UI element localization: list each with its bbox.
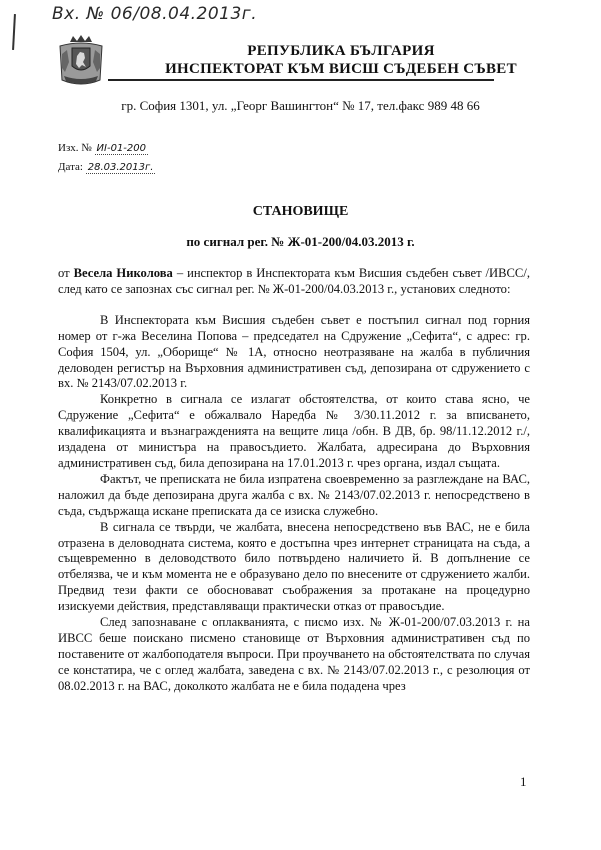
intro-prefix: от [58,266,74,280]
author-name: Весела Николова [73,266,173,280]
document-subtitle: по сигнал рег. № Ж-01-200/04.03.2013 г. [186,234,415,249]
outgoing-number-label: Изх. № [58,142,92,154]
institution-address: гр. София 1301, ул. „Георг Вашингтон“ № 17, тел.факс 989 48 66 [121,98,480,113]
body-paragraph: Конкретно в сигнала се излагат обстоятелства, от които става ясно, че Сдружение „Сефита“ е обжалвало Наредба № 3/30.11.2012 г. за вписването, квалификацията и възнагражденията на вещите лица /обн. В ДВ, бр. 98/11.12.2012 г./, издадена от министъра на правосъдието. Жалбата, адресирана до Върховния административен съд, била депозирана на 17.01.2013 г. чрез органа, издал същата. [58,392,530,470]
page-number: 1 [520,774,527,789]
body-paragraph: Фактът, че преписката не била изпратена своевременно за разглеждане на ВАС, наложил да бъде депозирана друга жалба с вх. № 2143/07.02.2013 г. непосредствено в съда, съдържаща искане преписката да се изиска служебно. [58,471,530,518]
intro-text: – инспектор в Инспектората към Висшия съдебен съвет /ИВСС/, след като се запознах със сигнал рег. № Ж-01-200/04.03.2013 г., установих следното: [58,266,530,296]
date-row [58,161,155,173]
outgoing-number-value: ИI-01-200 [96,143,147,154]
body-paragraph: В Инспектората към Висшия съдебен съвет е постъпил сигнал под горния номер от г-жа Веселина Попова – председател на Сдружение „Сефита“, с адрес: гр. София 1504, ул. „Оборище“ № 1А, относно неотразяване на жалба в публичния деловоден регистър на Върховния административен съд, депозирана от сдружението с вх. № 2143/07.02.2013 г. [58,312,530,391]
date-value: 28.03.2013г. [87,162,154,173]
header-divider [108,79,494,81]
body-paragraph: В сигнала се твърди, че жалбата, внесена непосредствено във ВАС, не е била отразена в деловодната система, която е достъпна чрез интернет страницата на съда, а същевременно в деловодството било потвърдено наличието й. В допълнение се отбелязва, че и към момента не е образувано дело по внесените от сдружението жалби. Предвид тези факти се обосновават съображения за протакане на процедурно изискуеми действия, представляващи практически отказ от правосъдие. [58,519,530,614]
margin-mark [12,14,16,50]
header-country: РЕПУБЛИКА БЪЛГАРИЯ [247,43,435,59]
body-paragraph: След запознаване с оплакванията, с писмо изх. № Ж-01-200/07.03.2013 г. на ИВСС беше поискано писмено становище от Върховния административен съд по поставените от жалбоподателя въпроси. При проучването на обстоятелствата по случая се констатира, че с оглед жалбата, заведена с вх. № 2143/07.02.2013 г., с резолюция от 08.02.2013 г. на ВАС, доколкото жалбата не е била подадена чрез [58,615,530,693]
header-institution: ИНСПЕКТОРАТ КЪМ ВИСШ СЪДЕБЕН СЪВЕТ [165,61,517,77]
intro-paragraph [58,266,530,298]
outgoing-number-row [58,142,148,154]
date-label: Дата: [58,161,83,173]
document-body [58,266,530,695]
coat-of-arms-emblem [56,34,106,86]
document-title: СТАНОВИЩЕ [252,204,349,219]
institution-header [116,42,566,78]
incoming-registration-stamp: Вх. № 06/08.04.2013г. [52,4,258,24]
